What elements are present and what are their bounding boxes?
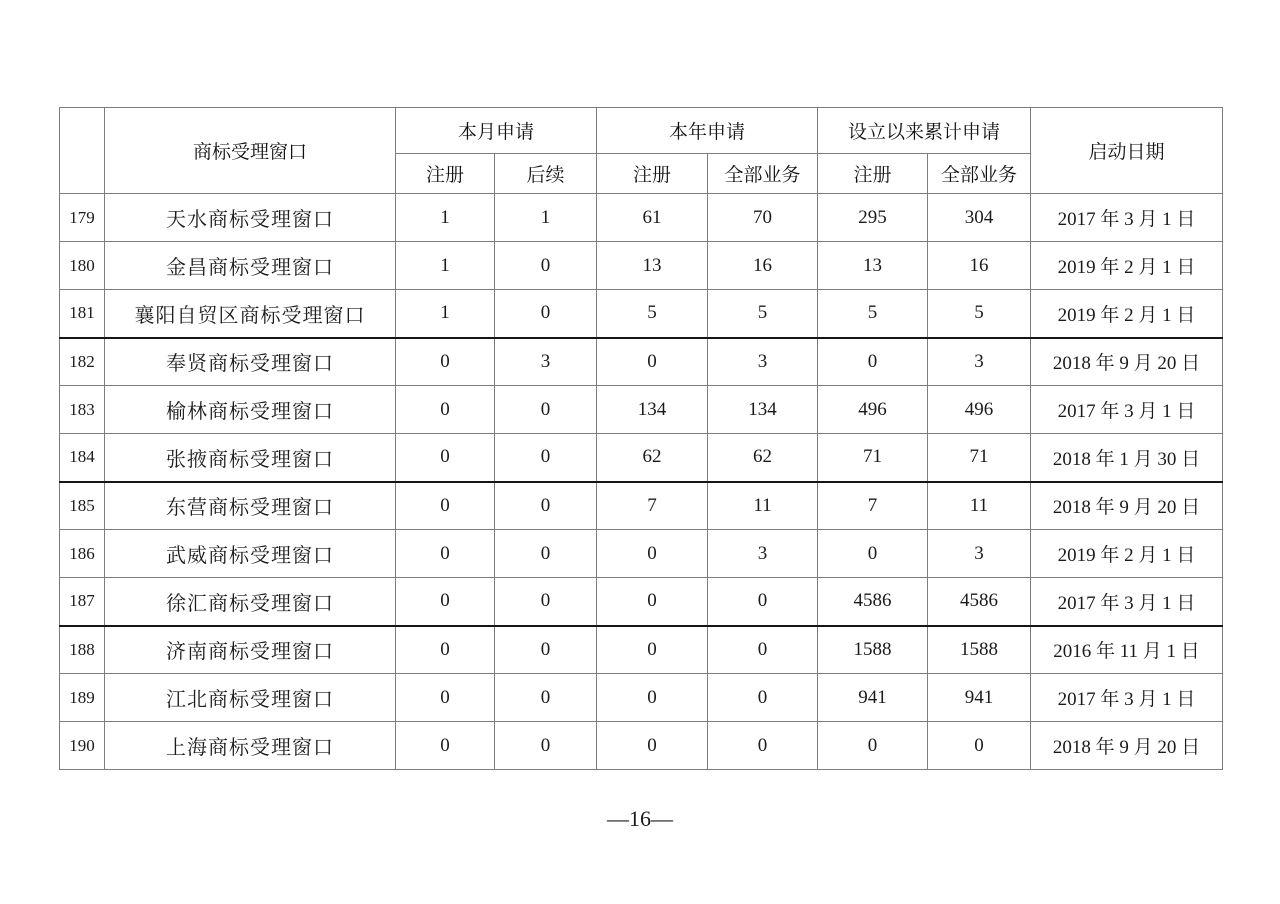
month-registration-value: 0 [396,386,495,434]
total-registration-value: 496 [818,386,928,434]
total-all-business-value: 941 [928,674,1031,722]
window-name: 济南商标受理窗口 [105,626,396,674]
year-registration-value: 0 [597,530,708,578]
total-all-business-value: 5 [928,290,1031,338]
table-row [60,194,1223,242]
year-registration-value: 0 [597,674,708,722]
year-all-business-value: 0 [708,722,818,770]
month-followup-value: 0 [495,290,597,338]
month-registration-value: 1 [396,194,495,242]
year-registration-value: 0 [597,722,708,770]
month-followup-value: 0 [495,386,597,434]
header-total-group: 设立以来累计申请 [818,108,1031,154]
month-registration-value: 0 [396,434,495,482]
total-registration-value: 13 [818,242,928,290]
header-year-all-business: 全部业务 [708,154,818,194]
header-month-followup: 后续 [495,154,597,194]
table-row [60,434,1223,482]
row-number: 179 [60,194,105,242]
row-number: 184 [60,434,105,482]
month-registration-value: 0 [396,722,495,770]
table-body [60,194,1223,770]
month-followup-value: 0 [495,242,597,290]
month-registration-value: 0 [396,530,495,578]
year-all-business-value: 62 [708,434,818,482]
row-number: 189 [60,674,105,722]
row-number: 190 [60,722,105,770]
window-name: 襄阳自贸区商标受理窗口 [105,290,396,338]
year-all-business-value: 0 [708,578,818,626]
month-registration-value: 0 [396,674,495,722]
row-number: 183 [60,386,105,434]
year-registration-value: 62 [597,434,708,482]
month-registration-value: 1 [396,290,495,338]
start-date: 2017 年 3 月 1 日 [1031,386,1223,434]
year-registration-value: 0 [597,338,708,386]
start-date: 2019 年 2 月 1 日 [1031,530,1223,578]
row-number: 185 [60,482,105,530]
month-registration-value: 0 [396,626,495,674]
table-row [60,386,1223,434]
table-row [60,290,1223,338]
table-row [60,578,1223,626]
window-name: 武威商标受理窗口 [105,530,396,578]
table-row [60,626,1223,674]
trademark-window-table-wrap [59,107,1223,770]
start-date: 2018 年 9 月 20 日 [1031,338,1223,386]
year-all-business-value: 70 [708,194,818,242]
header-total-registration: 注册 [818,154,928,194]
month-followup-value: 0 [495,722,597,770]
total-registration-value: 0 [818,530,928,578]
row-number: 186 [60,530,105,578]
header-total-all-business: 全部业务 [928,154,1031,194]
year-all-business-value: 0 [708,626,818,674]
total-all-business-value: 3 [928,530,1031,578]
window-name: 榆林商标受理窗口 [105,386,396,434]
header-year-group: 本年申请 [597,108,818,154]
window-name: 江北商标受理窗口 [105,674,396,722]
year-registration-value: 0 [597,626,708,674]
total-registration-value: 941 [818,674,928,722]
year-all-business-value: 0 [708,674,818,722]
month-registration-value: 1 [396,242,495,290]
year-all-business-value: 11 [708,482,818,530]
window-name: 徐汇商标受理窗口 [105,578,396,626]
window-name: 天水商标受理窗口 [105,194,396,242]
row-number: 187 [60,578,105,626]
table-row [60,482,1223,530]
month-followup-value: 0 [495,674,597,722]
table-row [60,338,1223,386]
total-registration-value: 71 [818,434,928,482]
start-date: 2016 年 11 月 1 日 [1031,626,1223,674]
total-all-business-value: 16 [928,242,1031,290]
month-registration-value: 0 [396,578,495,626]
month-followup-value: 3 [495,338,597,386]
year-registration-value: 7 [597,482,708,530]
month-followup-value: 0 [495,626,597,674]
total-registration-value: 4586 [818,578,928,626]
year-registration-value: 5 [597,290,708,338]
total-all-business-value: 304 [928,194,1031,242]
year-registration-value: 13 [597,242,708,290]
row-number: 181 [60,290,105,338]
total-all-business-value: 0 [928,722,1031,770]
start-date: 2018 年 9 月 20 日 [1031,722,1223,770]
total-all-business-value: 4586 [928,578,1031,626]
start-date: 2017 年 3 月 1 日 [1031,674,1223,722]
header-row-groups [60,108,1223,154]
start-date: 2017 年 3 月 1 日 [1031,578,1223,626]
header-start-date-column: 启动日期 [1031,108,1223,194]
month-followup-value: 0 [495,434,597,482]
year-registration-value: 61 [597,194,708,242]
start-date: 2019 年 2 月 1 日 [1031,290,1223,338]
row-number: 180 [60,242,105,290]
month-followup-value: 0 [495,482,597,530]
table-row [60,242,1223,290]
month-followup-value: 0 [495,530,597,578]
table-row [60,530,1223,578]
year-all-business-value: 3 [708,530,818,578]
window-name: 奉贤商标受理窗口 [105,338,396,386]
total-registration-value: 7 [818,482,928,530]
window-name: 上海商标受理窗口 [105,722,396,770]
year-registration-value: 134 [597,386,708,434]
total-all-business-value: 3 [928,338,1031,386]
header-month-group: 本月申请 [396,108,597,154]
header-window-column: 商标受理窗口 [105,108,396,194]
month-registration-value: 0 [396,338,495,386]
window-name: 张掖商标受理窗口 [105,434,396,482]
total-registration-value: 5 [818,290,928,338]
year-registration-value: 0 [597,578,708,626]
month-followup-value: 0 [495,578,597,626]
total-registration-value: 0 [818,722,928,770]
year-all-business-value: 5 [708,290,818,338]
total-all-business-value: 496 [928,386,1031,434]
total-all-business-value: 1588 [928,626,1031,674]
year-all-business-value: 3 [708,338,818,386]
month-followup-value: 1 [495,194,597,242]
start-date: 2019 年 2 月 1 日 [1031,242,1223,290]
window-name: 东营商标受理窗口 [105,482,396,530]
start-date: 2018 年 1 月 30 日 [1031,434,1223,482]
start-date: 2018 年 9 月 20 日 [1031,482,1223,530]
row-number: 188 [60,626,105,674]
page-number: —16— [607,806,673,831]
table-row [60,674,1223,722]
year-all-business-value: 134 [708,386,818,434]
header-month-registration: 注册 [396,154,495,194]
total-all-business-value: 11 [928,482,1031,530]
trademark-window-table [59,107,1223,770]
header-corner-cell [60,108,105,194]
total-registration-value: 1588 [818,626,928,674]
table-header [60,108,1223,194]
header-year-registration: 注册 [597,154,708,194]
total-registration-value: 295 [818,194,928,242]
total-all-business-value: 71 [928,434,1031,482]
row-number: 182 [60,338,105,386]
window-name: 金昌商标受理窗口 [105,242,396,290]
month-registration-value: 0 [396,482,495,530]
start-date: 2017 年 3 月 1 日 [1031,194,1223,242]
table-row [60,722,1223,770]
total-registration-value: 0 [818,338,928,386]
year-all-business-value: 16 [708,242,818,290]
